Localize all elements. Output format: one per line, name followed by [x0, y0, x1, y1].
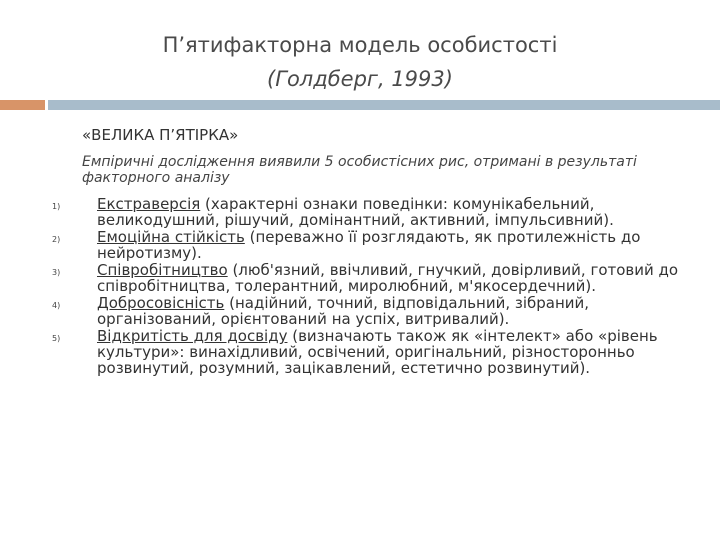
list-item-text [97, 229, 707, 261]
list-number: 3) [52, 268, 61, 277]
trait-name: Добросовісність [97, 294, 225, 312]
list-item [0, 328, 720, 376]
divider-accent-bar [0, 100, 45, 110]
trait-name: Співробітництво [97, 261, 228, 279]
list-item [0, 262, 720, 294]
list-number: 5) [52, 334, 61, 343]
list-number: 4) [52, 301, 61, 310]
list-item-text [97, 196, 707, 228]
list-item [0, 196, 720, 228]
list-item-text [97, 328, 707, 376]
trait-description: (визначають також як «інтелект» або «рівень культури»: винахідливий, освічений, оригінальний, різносторонньо розвинутий, розумний, зацікавлений, естетично розвинутий). [97, 327, 658, 377]
trait-description: (надійний, точний, відповідальний, зібраний, організований, орієнтований на успіх, витривалий). [97, 294, 590, 328]
trait-description: (люб'язний, ввічливий, гнучкий, довірливий, готовий до співробітництва, толерантний, миролюбний, м'якосердечний). [97, 261, 679, 295]
title-line-2: (Голдберг, 1993) [267, 67, 453, 91]
trait-name: Відкритість для досвіду [97, 327, 288, 345]
trait-name: Екстраверсія [97, 195, 201, 213]
slide-title [0, 28, 720, 96]
list-number: 1) [52, 202, 61, 211]
list-item-text [97, 262, 707, 294]
list-item [0, 229, 720, 261]
intro-text: Емпіричні дослідження виявили 5 особистісних рис, отримані в результаті факторного аналізу [82, 154, 637, 186]
trait-name: Емоційна стійкість [97, 228, 245, 246]
divider-bar [48, 100, 720, 110]
traits-list [0, 196, 720, 377]
list-item-text [97, 295, 707, 327]
title-line-1: П’ятифакторна модель особистості [162, 33, 558, 57]
list-number: 2) [52, 235, 61, 244]
trait-description: (переважно її розглядають, як протилежність до нейротизму). [97, 228, 641, 262]
list-item [0, 295, 720, 327]
trait-description: (характерні ознаки поведінки: комунікабельний, великодушний, рішучий, домінантний, активний, імпульсивний). [97, 195, 614, 229]
section-heading: «ВЕЛИКА П’ЯТІРКА» [82, 126, 239, 144]
